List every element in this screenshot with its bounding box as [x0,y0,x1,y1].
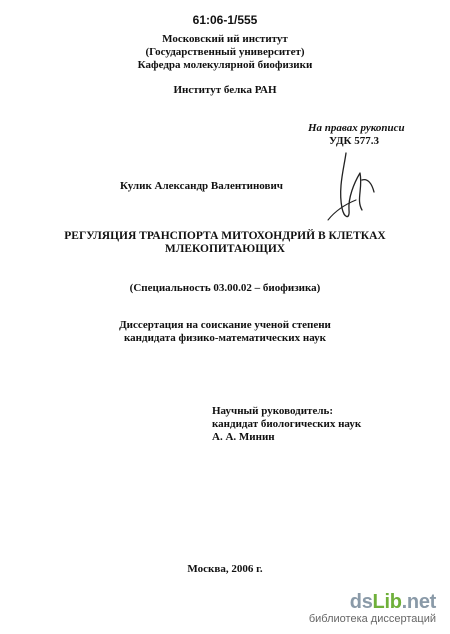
author-name: Кулик Александр Валентинович [120,180,283,192]
city-year: Москва, 2006 г. [187,563,263,575]
thesis-title-line1: РЕГУЛЯЦИЯ ТРАНСПОРТА МИТОХОНДРИЙ В КЛЕТКАХ [64,230,386,242]
supervisor-name: А. А. Минин [212,431,275,443]
udk-code: УДК 577.3 [329,135,380,147]
watermark-caption: библиотека диссертаций [308,613,436,625]
watermark-logo-net: .net [401,591,436,613]
watermark-logo-lib: Lib [372,591,402,613]
institute2-name: Институт белка РАН [173,84,277,96]
institute-name: Московский ий институт [162,33,288,45]
dissertation-line1: Диссертация на соискание ученой степени [119,319,331,331]
university-name: (Государственный университет) [145,46,305,58]
department-name: Кафедра молекулярной биофизики [137,59,313,71]
rights-label: На правах рукописи [308,122,405,134]
thesis-title-line2: МЛЕКОПИТАЮЩИХ [164,243,286,255]
dissertation-line2: кандидата физико-математических наук [124,332,326,344]
specialty: (Специальность 03.00.02 – биофизика) [129,282,321,294]
supervisor-role: Научный руководитель: [212,405,333,417]
watermark-logo [309,591,436,613]
signature-image [316,148,386,228]
supervisor-degree: кандидат биологических наук [212,418,362,430]
catalog-stamp: 61:06-1/555 [192,13,258,27]
watermark [309,591,436,626]
watermark-logo-ds: ds [349,591,373,613]
